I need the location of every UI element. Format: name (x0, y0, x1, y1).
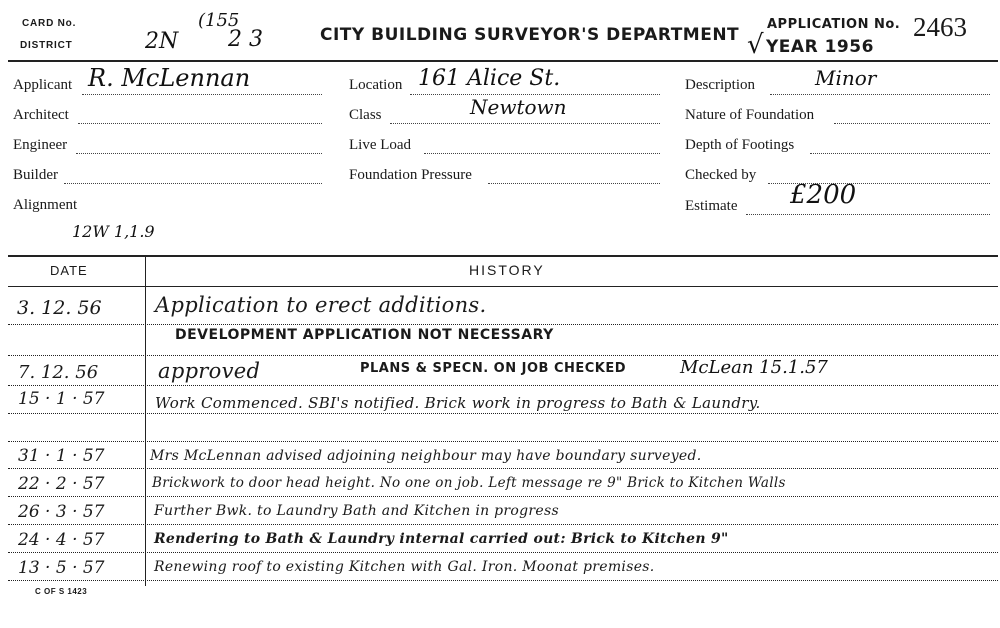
table-row-date: 3. 12. 56 (17, 297, 102, 319)
table-row-date: 22 · 2 · 57 (18, 474, 105, 494)
row-rule (8, 468, 998, 469)
estimate-value: £200 (790, 180, 857, 210)
table-row-date: 31 · 1 · 57 (18, 446, 105, 466)
date-column-header: DATE (50, 263, 88, 278)
plans-checked-signature: McLean 15.1.57 (680, 357, 828, 378)
builder-dotted-line (64, 183, 322, 184)
live-load-label: Live Load (349, 137, 412, 153)
engineer-dotted-line (76, 153, 322, 154)
architect-label: Architect (13, 107, 69, 123)
table-row-date: 24 · 4 · 57 (18, 530, 105, 550)
class-value: Newtown (470, 95, 567, 119)
table-row-history: Work Commenced. SBI's notified. Brick work in progress to Bath & Laundry. (155, 394, 761, 412)
history-column-header: HISTORY (469, 262, 545, 278)
department-title: CITY BUILDING SURVEYOR'S DEPARTMENT (320, 25, 740, 45)
table-row-date: 26 · 3 · 57 (18, 502, 105, 522)
row-rule (8, 385, 998, 386)
table-row-date: 13 · 5 · 57 (18, 558, 105, 578)
checked-by-label: Checked by (685, 167, 757, 183)
nature-of-foundation-dotted-line (834, 123, 990, 124)
engineer-label: Engineer (13, 137, 68, 153)
district-mark: 2 3 (228, 27, 263, 52)
applicant-value: R. McLennan (88, 64, 251, 92)
applicant-dotted-line (82, 94, 322, 95)
depth-of-footings-label: Depth of Footings (685, 137, 795, 153)
application-label: APPLICATION No. (767, 17, 901, 32)
table-top-border (8, 255, 998, 257)
class-label: Class (349, 107, 382, 123)
application-year: YEAR 1956 (766, 37, 874, 57)
builder-label: Builder (13, 167, 58, 183)
header-divider (8, 60, 998, 62)
table-row-history: Mrs McLennan advised adjoining neighbour may have boundary surveyed. (150, 448, 702, 464)
row-rule (8, 441, 998, 442)
table-row-date: 7. 12. 56 (18, 362, 99, 383)
table-row-history: approved (158, 359, 261, 383)
alignment-value: 12W 1,1.9 (72, 222, 155, 241)
table-row-history: Further Bwk. to Laundry Bath and Kitchen in progress (154, 503, 559, 519)
table-row-history: Application to erect additions. (155, 293, 487, 317)
foundation-pressure-dotted-line (488, 183, 660, 184)
table-row-history: Brickwork to door head height. No one on job. Left message re 9" Brick to Kitchen Walls (152, 475, 786, 491)
class-dotted-line (390, 123, 660, 124)
header-row-divider (8, 286, 998, 287)
nature-of-foundation-label: Nature of Foundation (685, 107, 815, 123)
live-load-dotted-line (424, 153, 660, 154)
development-stamp: DEVELOPMENT APPLICATION NOT NECESSARY (175, 327, 554, 343)
row-rule (8, 552, 998, 553)
estimate-dotted-line (746, 214, 990, 215)
date-column-divider (145, 256, 146, 586)
alignment-label: Alignment (13, 197, 78, 213)
year-tick-mark: √ (747, 30, 764, 60)
plans-checked-stamp: PLANS & SPECN. ON JOB CHECKED (360, 361, 627, 376)
location-value: 161 Alice St. (418, 66, 561, 91)
row-rule (8, 496, 998, 497)
description-dotted-line (770, 94, 990, 95)
card-no-value: (155 (198, 10, 240, 31)
row-rule (8, 524, 998, 525)
table-row-history: Rendering to Bath & Laundry internal carried out: Brick to Kitchen 9" (154, 531, 729, 547)
row-rule (8, 580, 998, 581)
row-rule (8, 324, 998, 325)
architect-dotted-line (78, 123, 322, 124)
applicant-label: Applicant (13, 77, 73, 93)
estimate-label: Estimate (685, 198, 738, 214)
form-code: C OF S 1423 (35, 587, 88, 596)
description-label: Description (685, 77, 755, 93)
location-label: Location (349, 77, 403, 93)
row-rule (8, 355, 998, 356)
application-number: 2463 (913, 12, 967, 42)
depth-of-footings-dotted-line (810, 153, 990, 154)
table-row-history: Renewing roof to existing Kitchen with Gal. Iron. Moonat premises. (154, 559, 655, 575)
card-no-label: CARD No. (22, 18, 77, 29)
description-value: Minor (815, 66, 877, 90)
district-value: 2N (145, 29, 179, 54)
table-row-date: 15 · 1 · 57 (18, 389, 105, 409)
district-label: DISTRICT (20, 40, 73, 51)
foundation-pressure-label: Foundation Pressure (349, 167, 472, 183)
